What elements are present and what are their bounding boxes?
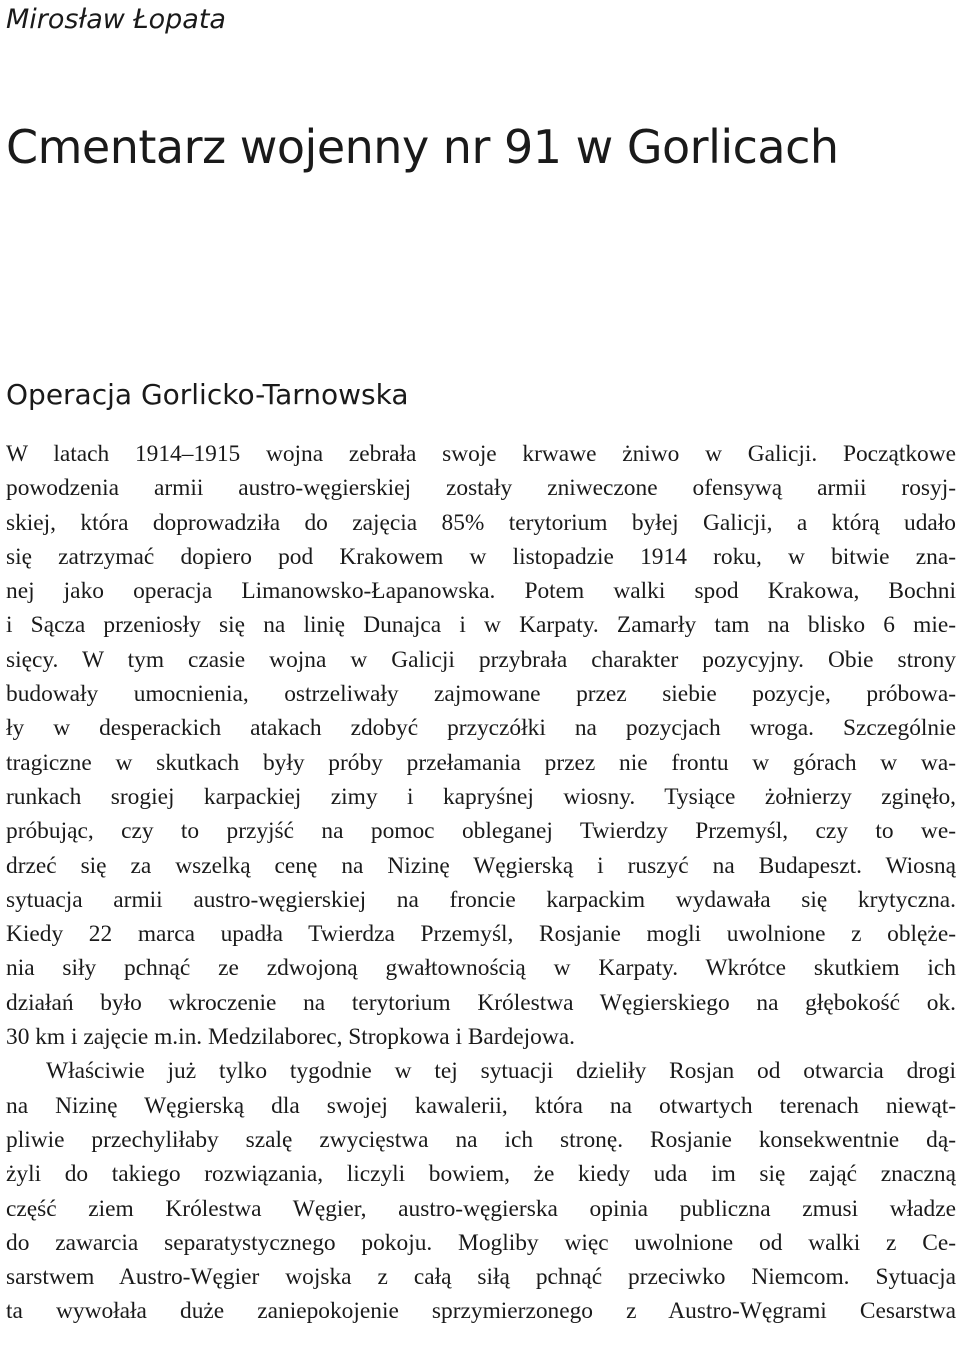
- section-heading: Operacja Gorlicko-Tarnowska: [6, 378, 409, 411]
- text-line: skiej, która doprowadziła do zajęcia 85% terytorium byłej Galicji, a którą udało: [6, 509, 956, 536]
- text-line: nej jako operacja Limanowsko-Łapanowska. Potem walki spod Krakowa, Bochni: [6, 578, 956, 605]
- text-line: działań było wkroczenie na terytorium Królestwa Węgierskiego na głębokość ok.: [6, 989, 956, 1016]
- paragraph-2: [6, 1054, 956, 1328]
- text-line: ta wywołała duże zaniepokojenie sprzymierzonego z Austro-Węgrami Cesarstwa: [6, 1298, 956, 1325]
- text-line: runkach srogiej karpackiej zimy i kapryśnej wiosny. Tysiące żołnierzy zginęło,: [6, 783, 956, 810]
- body-text: [6, 437, 956, 1329]
- text-line: W latach 1914–1915 wojna zebrała swoje krwawe żniwo w Galicji. Początkowe: [6, 441, 956, 467]
- text-line: nia siły pchnąć ze zdwojoną gwałtownością w Karpaty. Wkrótce skutkiem ich: [6, 955, 956, 982]
- text-line: do zawarcia separatystycznego pokoju. Mogliby więc uwolnione od walki z Ce-: [6, 1229, 956, 1256]
- text-line: budowały umocnienia, ostrzeliwały zajmowane przez siebie pozycje, próbowa-: [6, 681, 956, 708]
- text-line: na Nizinę Węgierską dla swojej kawalerii, która na otwartych terenach niewąt-: [6, 1092, 956, 1119]
- author-name: Mirosław Łopata: [6, 4, 226, 35]
- text-line: sięcy. W tym czasie wojna w Galicji przybrała charakter pozycyjny. Obie strony: [6, 646, 956, 673]
- text-line: drzeć się za wszelką cenę na Nizinę Węgierską i ruszyć na Budapeszt. Wiosną: [6, 852, 956, 879]
- text-line: sytuacja armii austro-węgierskiej na froncie karpackim wydawała się krytyczna.: [6, 886, 956, 913]
- text-line: powodzenia armii austro-węgierskiej zostały zniweczone ofensywą armii rosyj-: [6, 475, 956, 502]
- text-line: pliwie przechyliłaby szalę zwycięstwa na ich stronę. Rosjanie konsekwentnie dą-: [6, 1126, 956, 1153]
- text-line: tragiczne w skutkach były próby przełamania przez nie frontu w górach w wa-: [6, 749, 956, 776]
- text-line: Właściwie już tylko tygodnie w tej sytuacji dzieliły Rosjan od otwarcia drogi: [46, 1058, 956, 1085]
- text-line: Kiedy 22 marca upadła Twierdza Przemyśl, Rosjanie mogli uwolnione z oblęże-: [6, 921, 956, 948]
- text-line: i Sącza przeniosły się na linię Dunajca i w Karpaty. Zamarły tam na blisko 6 mie-: [6, 612, 956, 639]
- text-line: się zatrzymać dopiero pod Krakowem w listopadzie 1914 roku, w bitwie zna-: [6, 543, 956, 570]
- chapter-title: Cmentarz wojenny nr 91 w Gorlicach: [6, 120, 839, 174]
- text-line: żyli do takiego rozwiązania, liczyli bowiem, że kiedy uda im się zająć znaczną: [6, 1161, 956, 1188]
- text-line: próbując, czy to przyjść na pomoc obleganej Twierdzy Przemyśl, czy to we-: [6, 818, 956, 845]
- paragraph-1: [6, 437, 956, 1054]
- text-line: ły w desperackich atakach zdobyć przyczółki na pozycjach wroga. Szczególnie: [6, 715, 956, 742]
- text-line: sarstwem Austro-Węgier wojska z całą siłą pchnąć przeciwko Niemcom. Sytuacja: [6, 1264, 956, 1291]
- text-line: część ziem Królestwa Węgier, austro-węgierska opinia publiczna zmusi władze: [6, 1195, 956, 1222]
- text-line: 30 km i zajęcie m.in. Medzilaborec, Stropkowa i Bardejowa.: [6, 1024, 575, 1051]
